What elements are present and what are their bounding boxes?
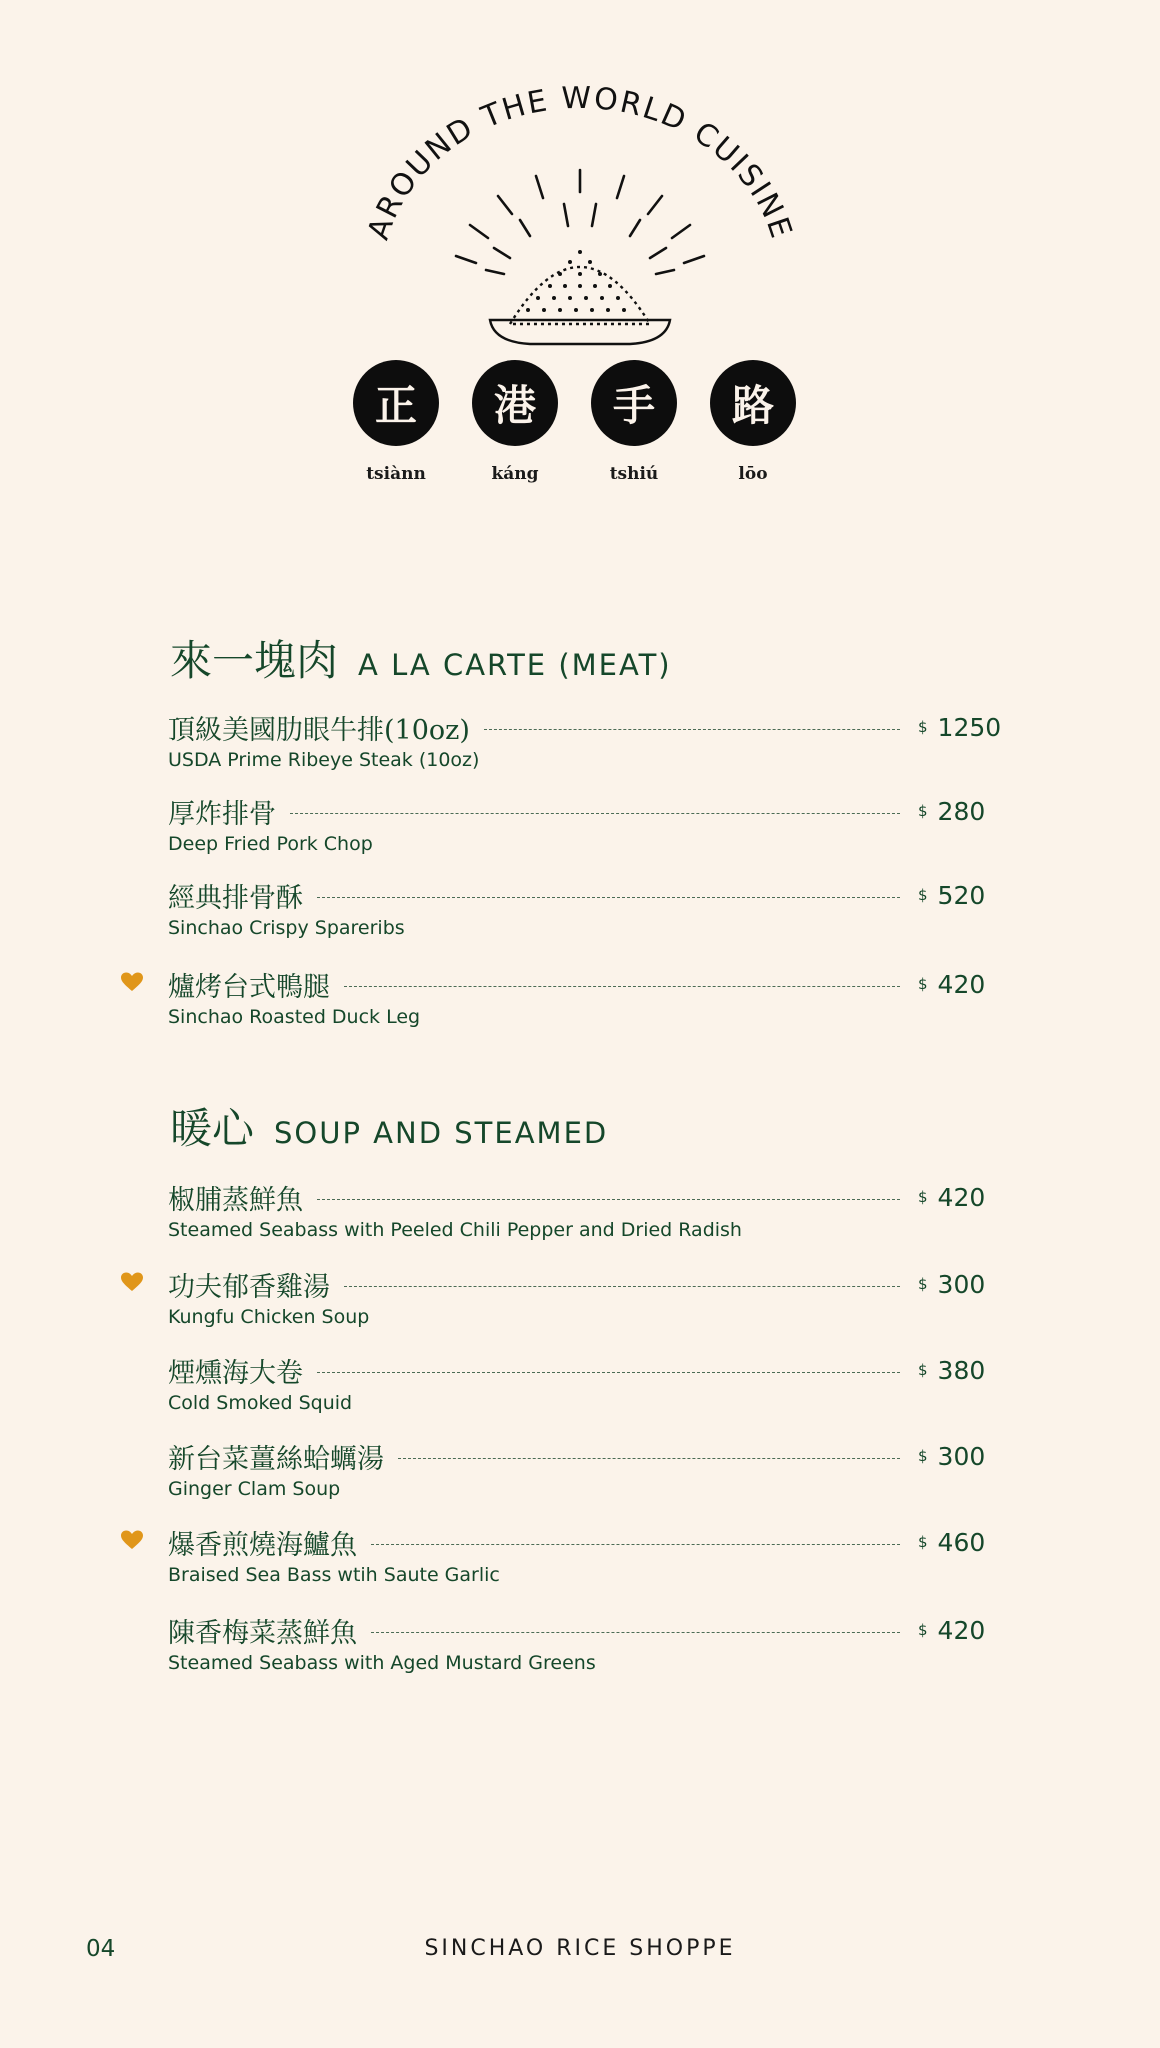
section-title-soup <box>170 1096 608 1156</box>
currency-symbol: $ <box>918 1275 928 1293</box>
price-value: 300 <box>937 1269 986 1299</box>
section-title-meat <box>170 628 672 688</box>
page-number: 04 <box>86 1936 116 1962</box>
dotted-leader <box>317 897 900 898</box>
price-value: 420 <box>937 1615 986 1645</box>
dotted-leader <box>371 1544 900 1545</box>
item-name-en: Deep Fried Pork Chop <box>168 833 373 855</box>
character-circle: 港 <box>472 360 558 446</box>
section-title-zh: 來一塊肉 <box>170 636 339 685</box>
character-circle: 正 <box>353 360 439 446</box>
price <box>918 1270 998 1299</box>
item-name-zh: 爆香煎燒海鱸魚 <box>168 1529 357 1561</box>
character-item <box>353 360 439 484</box>
heart-icon <box>120 1270 144 1294</box>
menu-item <box>168 1266 998 1332</box>
romanization: tsiànn <box>366 464 426 484</box>
price <box>918 1442 998 1471</box>
item-name-zh: 爐烤台式鴨腿 <box>168 971 330 1003</box>
heart-icon <box>120 1528 144 1552</box>
menu-item <box>168 877 998 943</box>
menu-item <box>168 1438 998 1504</box>
price-value: 280 <box>937 796 986 826</box>
item-name-zh: 經典排骨酥 <box>168 882 303 914</box>
character-circle: 路 <box>710 360 796 446</box>
price <box>918 1356 998 1385</box>
menu-item <box>168 709 1002 775</box>
price <box>918 797 998 826</box>
menu-item <box>168 1179 998 1245</box>
menu-item <box>168 1352 998 1418</box>
item-name-en: Cold Smoked Squid <box>168 1392 353 1414</box>
menu-item <box>168 1524 998 1590</box>
logo <box>0 60 1160 360</box>
item-name-zh: 煙燻海大卷 <box>168 1357 303 1389</box>
item-name-en: Steamed Seabass with Peeled Chili Pepper and Dried Radish <box>168 1219 742 1241</box>
dotted-leader <box>484 729 900 730</box>
price-value: 420 <box>937 1182 986 1212</box>
currency-symbol: $ <box>918 1621 928 1639</box>
dotted-leader <box>317 1199 900 1200</box>
character-item <box>710 360 796 484</box>
currency-symbol: $ <box>918 886 928 904</box>
menu-item <box>168 1612 998 1678</box>
item-name-zh: 椒脯蒸鮮魚 <box>168 1184 303 1216</box>
item-name-zh: 陳香梅菜蒸鮮魚 <box>168 1617 357 1649</box>
currency-symbol: $ <box>918 802 928 820</box>
item-name-en: Kungfu Chicken Soup <box>168 1306 370 1328</box>
item-name-en: Sinchao Crispy Spareribs <box>168 917 405 939</box>
price <box>918 970 998 999</box>
romanization: tshiú <box>609 464 659 484</box>
price-value: 420 <box>937 969 986 999</box>
currency-symbol: $ <box>918 1361 928 1379</box>
item-name-zh: 新台菜薑絲蛤蠣湯 <box>168 1443 384 1475</box>
rice-grains <box>526 250 626 312</box>
price-value: 460 <box>937 1527 986 1557</box>
item-name-en: Ginger Clam Soup <box>168 1478 341 1500</box>
character-item <box>591 360 677 484</box>
price <box>918 1183 998 1212</box>
section-title-en: A LA CARTE (MEAT) <box>358 648 672 682</box>
price <box>918 712 1002 742</box>
price <box>918 1616 998 1645</box>
heart-icon <box>120 970 144 994</box>
plate <box>490 320 670 344</box>
item-name-en: USDA Prime Ribeye Steak (10oz) <box>168 749 480 771</box>
section-title-zh: 暖心 <box>170 1104 255 1153</box>
price <box>918 881 998 910</box>
item-name-zh: 功夫郁香雞湯 <box>168 1271 330 1303</box>
item-name-zh: 頂級美國肋眼牛排(10oz) <box>168 714 470 746</box>
item-name-zh: 厚炸排骨 <box>168 798 276 830</box>
character-circles <box>353 360 803 500</box>
item-name-en: Sinchao Roasted Duck Leg <box>168 1006 421 1028</box>
arc-title: AROUND THE WORLD CUISINE <box>361 80 799 245</box>
price-value: 1250 <box>937 712 1002 742</box>
dotted-leader <box>290 813 900 814</box>
dotted-leader <box>344 1286 900 1287</box>
item-name-en: Braised Sea Bass wtih Saute Garlic <box>168 1564 500 1586</box>
character-item <box>472 360 558 484</box>
romanization: káng <box>491 464 539 484</box>
item-name-en: Steamed Seabass with Aged Mustard Greens <box>168 1652 596 1674</box>
romanization: lōo <box>738 464 768 484</box>
dotted-leader <box>317 1372 900 1373</box>
section-title-en: SOUP AND STEAMED <box>274 1116 609 1150</box>
currency-symbol: $ <box>918 718 928 736</box>
currency-symbol: $ <box>918 1447 928 1465</box>
price <box>918 1528 998 1557</box>
currency-symbol: $ <box>918 975 928 993</box>
price-value: 300 <box>937 1441 986 1471</box>
character-circle: 手 <box>591 360 677 446</box>
dotted-leader <box>398 1458 900 1459</box>
menu-item <box>168 966 998 1032</box>
restaurant-name: SINCHAO RICE SHOPPE <box>424 1936 736 1961</box>
currency-symbol: $ <box>918 1533 928 1551</box>
rice-bowl-icon <box>360 80 800 400</box>
dotted-leader <box>344 986 900 987</box>
rays <box>456 170 704 274</box>
dotted-leader <box>371 1632 900 1633</box>
menu-item <box>168 793 998 859</box>
price-value: 380 <box>937 1355 986 1385</box>
price-value: 520 <box>937 880 986 910</box>
currency-symbol: $ <box>918 1188 928 1206</box>
